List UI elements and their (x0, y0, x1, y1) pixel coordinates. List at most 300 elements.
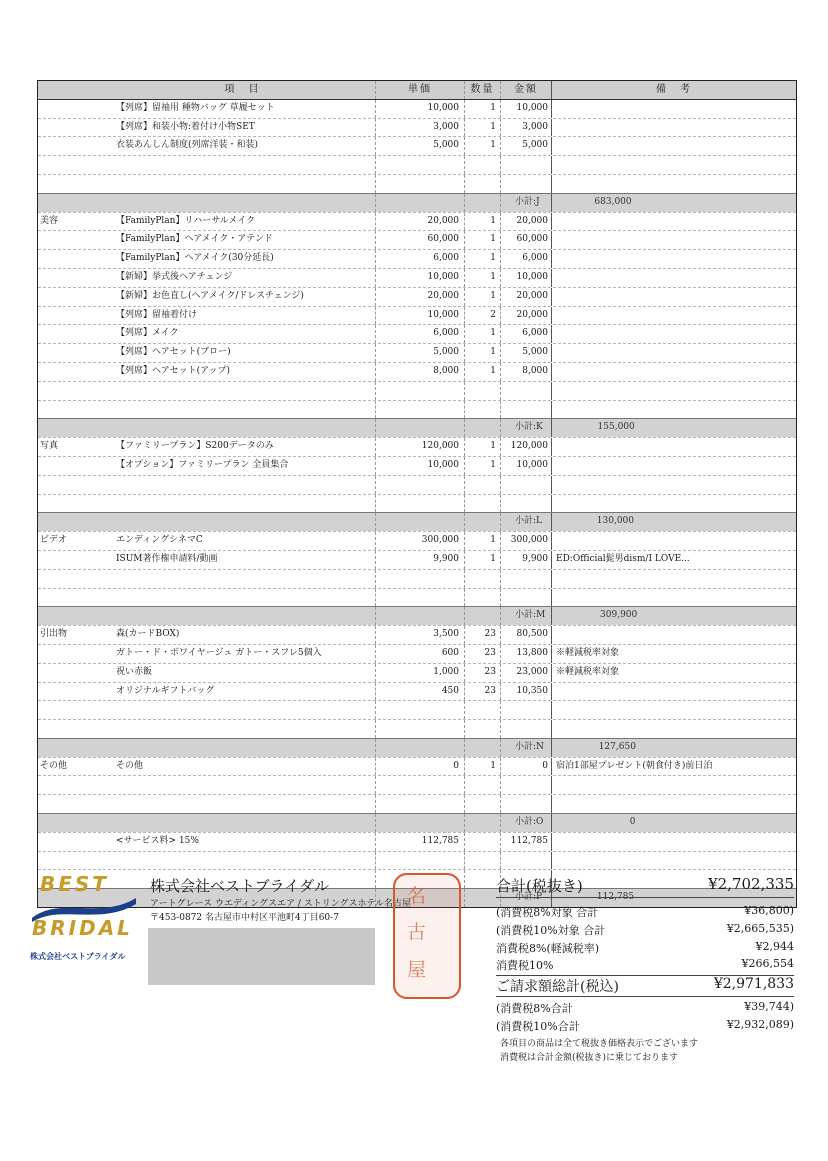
qty-cell: 1 (465, 551, 501, 569)
subtotal-value: 683,000 (594, 196, 632, 207)
table-row (38, 343, 796, 362)
qty-cell (465, 401, 501, 419)
price-cell (376, 570, 465, 588)
amount-cell: 8,000 (501, 363, 552, 381)
logo-caption: 株式会社ベストブライダル (30, 952, 126, 961)
price-cell: 450 (376, 683, 465, 701)
price-cell: 300,000 (376, 532, 465, 550)
price-cell (376, 776, 465, 794)
note-cell (552, 570, 796, 588)
tax10-label: 消費税10% (496, 959, 554, 972)
header-qty: 数量 (465, 81, 501, 99)
table-row (38, 832, 796, 851)
qty-cell (465, 833, 501, 851)
tax10-total-row (496, 1018, 794, 1035)
qty-cell: 1 (465, 100, 501, 118)
category-cell (38, 683, 110, 701)
category-cell (38, 175, 110, 193)
qty-cell: 1 (465, 758, 501, 776)
item-cell: エンディングシネマC (110, 532, 376, 550)
category-cell (38, 852, 110, 870)
note-cell (552, 250, 796, 268)
subtotal-value: 112,785 (596, 892, 635, 903)
blank-row (38, 174, 796, 193)
item-cell: 【列席】メイク (110, 325, 376, 343)
item-cell (110, 401, 376, 419)
price-cell (376, 720, 465, 738)
price-cell (376, 419, 465, 437)
note-cell (552, 852, 796, 870)
item-cell: 【列席】和装小物:着付け小物SET (110, 119, 376, 137)
note-cell (552, 720, 796, 738)
item-cell (110, 382, 376, 400)
note-cell (552, 119, 796, 137)
qty-cell: 1 (465, 137, 501, 155)
note-cell (552, 683, 796, 701)
amount-cell: 10,000 (501, 457, 552, 475)
amount-cell: 80,500 (501, 626, 552, 644)
note-cell (552, 213, 796, 231)
blank-row (38, 381, 796, 400)
tax8-base-value: ¥36,800) (744, 904, 794, 917)
note-cell (552, 833, 796, 851)
subtotal-value: 155,000 (597, 422, 635, 433)
price-cell: 10,000 (376, 457, 465, 475)
category-cell (38, 645, 110, 663)
category-cell: 写真 (40, 441, 59, 452)
item-cell (110, 476, 376, 494)
price-cell: 3,000 (376, 119, 465, 137)
company-address: 〒453-0872 名古屋市中村区平池町4丁目60-7 (150, 913, 339, 923)
price-cell (376, 495, 465, 513)
item-cell: 【ファミリープラン】S200データのみ (110, 438, 376, 456)
note-cell (552, 626, 796, 644)
subtotal-value: ¥2,702,335 (708, 875, 794, 893)
item-cell: ISUM著作権申請料/動画 (110, 551, 376, 569)
qty-cell: 23 (465, 664, 501, 682)
tax10-base-value: ¥2,665,535) (726, 922, 794, 935)
qty-cell (465, 513, 501, 531)
category-cell (38, 119, 110, 137)
price-cell: 6,000 (376, 325, 465, 343)
qty-cell (465, 495, 501, 513)
category-cell: 引出物 (40, 629, 68, 640)
blank-row (38, 851, 796, 870)
table-row (38, 136, 796, 155)
table-row (38, 644, 796, 663)
qty-cell (465, 156, 501, 174)
subtotal-text (515, 194, 632, 212)
note-cell (552, 382, 796, 400)
item-cell (110, 720, 376, 738)
qty-cell (465, 607, 501, 625)
header-price: 単価 (376, 81, 465, 99)
category-cell (38, 269, 110, 287)
category-cell (38, 795, 110, 813)
category-cell (38, 344, 110, 362)
blank-row (38, 475, 796, 494)
price-cell (376, 795, 465, 813)
subtotal-label: 小計:P (515, 892, 543, 903)
amount-cell: 20,000 (501, 213, 552, 231)
tax10-base-label: (消費税10%対象 合計 (496, 924, 606, 937)
category-cell (38, 100, 110, 118)
table-row (38, 362, 796, 381)
subtotal-label: 合計(税抜き) (496, 877, 583, 895)
qty-cell (465, 175, 501, 193)
subtotal-label: 小計:O (515, 817, 544, 828)
qty-cell (465, 776, 501, 794)
amount-cell: 6,000 (501, 325, 552, 343)
price-cell: 10,000 (376, 100, 465, 118)
amount-cell: 5,000 (501, 137, 552, 155)
blank-row (38, 700, 796, 719)
amount-cell: 6,000 (501, 250, 552, 268)
category-cell (38, 776, 110, 794)
amount-cell: 20,000 (501, 288, 552, 306)
tax8-base-row (496, 904, 794, 921)
subtotal-label: 小計:L (515, 516, 543, 527)
header-note: 備 考 (656, 84, 692, 95)
category-cell (38, 194, 110, 212)
qty-cell (465, 701, 501, 719)
table-row (38, 287, 796, 306)
category-cell (38, 137, 110, 155)
amount-cell (501, 852, 552, 870)
amount-cell: 0 (501, 758, 552, 776)
qty-cell: 1 (465, 438, 501, 456)
table-row (38, 212, 796, 231)
item-cell: 【新婦】挙式後ヘアチェンジ (110, 269, 376, 287)
category-cell (38, 419, 110, 437)
tax10-row (496, 957, 794, 974)
company-name: 株式会社ベストブライダル (150, 877, 330, 895)
note-cell (552, 363, 796, 381)
tax8-total-label: (消費税8%合計 (496, 1002, 573, 1015)
blank-row (38, 400, 796, 419)
table-row (38, 663, 796, 682)
item-cell: 【オプション】ファミリープラン 全員集合 (110, 457, 376, 475)
note-cell (552, 401, 796, 419)
qty-cell: 1 (465, 288, 501, 306)
category-cell (38, 231, 110, 249)
category-cell (38, 307, 110, 325)
note-cell (552, 175, 796, 193)
subtotal-row (38, 418, 796, 437)
amount-cell: 20,000 (501, 307, 552, 325)
qty-cell: 1 (465, 532, 501, 550)
tax8-base-label: (消費税8%対象 合計 (496, 906, 599, 919)
item-cell (110, 776, 376, 794)
item-cell (110, 156, 376, 174)
note-cell (552, 100, 796, 118)
price-cell: 8,000 (376, 363, 465, 381)
subtotal-value: 130,000 (596, 516, 635, 527)
subtotal-label: 小計:K (515, 422, 543, 433)
category-cell (38, 288, 110, 306)
item-cell: 【列席】ヘアセット(アップ) (110, 363, 376, 381)
subtotal-row (38, 512, 796, 531)
amount-cell: 5,000 (501, 344, 552, 362)
qty-cell (465, 720, 501, 738)
category-cell (38, 664, 110, 682)
subtotal-row (38, 738, 796, 757)
qty-cell (465, 194, 501, 212)
amount-cell: 112,785 (501, 833, 552, 851)
note-cell (552, 495, 796, 513)
note-cell (552, 589, 796, 607)
category-cell (38, 551, 110, 569)
invoice-table (37, 80, 797, 908)
item-cell: <サービス料> 15% (110, 833, 376, 851)
note-cell: ※軽減税率対象 (556, 666, 620, 677)
table-row (38, 249, 796, 268)
qty-cell: 1 (465, 344, 501, 362)
subtotal-row (38, 606, 796, 625)
price-cell: 10,000 (376, 307, 465, 325)
item-cell (110, 814, 376, 832)
subtotal-row (38, 193, 796, 212)
price-cell: 9,900 (376, 551, 465, 569)
subtotal-row (496, 875, 794, 898)
note-cell (552, 269, 796, 287)
category-cell (38, 720, 110, 738)
item-cell (110, 607, 376, 625)
subtotal-label: 小計:N (515, 741, 544, 752)
price-cell (376, 382, 465, 400)
item-cell: 衣装あんしん制度(列席洋装・和装) (110, 137, 376, 155)
item-cell: 【FamilyPlan】リハーサルメイク (110, 213, 376, 231)
amount-cell (501, 401, 552, 419)
table-header (38, 81, 796, 100)
item-cell: オリジナルギフトバッグ (110, 683, 376, 701)
price-cell: 20,000 (376, 213, 465, 231)
note-cell (552, 156, 796, 174)
table-row (38, 456, 796, 475)
venue-name: アートグレース ウエディングスエア / ストリングスホテル名古屋 (150, 899, 412, 909)
subtotal-value: 309,900 (600, 610, 638, 621)
category-cell (38, 250, 110, 268)
item-cell (110, 194, 376, 212)
item-cell (110, 419, 376, 437)
subtotal-value: 0 (629, 817, 636, 828)
seal-char: 名 (407, 885, 427, 907)
amount-cell (501, 720, 552, 738)
price-cell: 60,000 (376, 231, 465, 249)
amount-cell (501, 382, 552, 400)
company-seal-stamp (393, 873, 461, 999)
category-cell (38, 382, 110, 400)
table-row (38, 324, 796, 343)
redacted-block (148, 928, 375, 985)
note-cell: ED:Official髭男dism/I LOVE... (556, 553, 690, 564)
price-cell (376, 589, 465, 607)
blank-row (38, 588, 796, 607)
note-cell (552, 795, 796, 813)
price-cell (376, 739, 465, 757)
table-row (38, 682, 796, 701)
header-amount: 金額 (501, 81, 552, 99)
grand-total-value: ¥2,971,833 (713, 976, 794, 992)
tax8-value: ¥2,944 (755, 940, 794, 953)
note-cell (552, 701, 796, 719)
qty-cell (465, 476, 501, 494)
amount-cell (501, 589, 552, 607)
table-row (38, 550, 796, 569)
logo-word-bottom: BRIDAL (32, 916, 133, 940)
note-cell (552, 231, 796, 249)
amount-cell: 13,800 (501, 645, 552, 663)
amount-cell: 9,900 (501, 551, 552, 569)
tax10-value: ¥266,554 (741, 957, 794, 970)
item-cell: 【新婦】お色直し(ヘアメイク/ドレスチェンジ) (110, 288, 376, 306)
subtotal-text (515, 814, 635, 832)
amount-cell: 10,350 (501, 683, 552, 701)
price-cell: 600 (376, 645, 465, 663)
subtotal-text (515, 739, 636, 757)
qty-cell: 1 (465, 363, 501, 381)
table-row (38, 100, 796, 118)
category-cell: ビデオ (40, 535, 67, 546)
qty-cell: 1 (465, 231, 501, 249)
amount-cell: 23,000 (501, 664, 552, 682)
amount-cell: 3,000 (501, 119, 552, 137)
category-cell: その他 (40, 760, 68, 771)
blank-row (38, 719, 796, 738)
blank-row (38, 155, 796, 174)
amount-cell (501, 175, 552, 193)
subtotal-text (515, 513, 634, 531)
category-cell (38, 570, 110, 588)
company-logo (30, 870, 138, 962)
note-cell (552, 776, 796, 794)
item-cell: 【FamilyPlan】ヘアメイク(30分延長) (110, 250, 376, 268)
price-cell (376, 476, 465, 494)
blank-row (38, 794, 796, 813)
table-row (38, 625, 796, 644)
table-row (38, 531, 796, 550)
qty-cell (465, 739, 501, 757)
seal-char: 屋 (407, 959, 427, 981)
note-cell: 宿泊1部屋プレゼント(朝食付き)前日泊 (556, 760, 713, 771)
qty-cell: 23 (465, 626, 501, 644)
price-cell: 10,000 (376, 269, 465, 287)
amount-cell (501, 776, 552, 794)
category-cell (38, 495, 110, 513)
amount-cell (501, 701, 552, 719)
tax10-base-row (496, 922, 794, 939)
table-row (38, 757, 796, 776)
item-cell (110, 852, 376, 870)
tax8-total-row (496, 1000, 794, 1017)
amount-cell (501, 795, 552, 813)
price-cell: 6,000 (376, 250, 465, 268)
note-cell (552, 288, 796, 306)
amount-cell (501, 570, 552, 588)
category-cell: 美容 (40, 215, 59, 226)
item-cell (110, 795, 376, 813)
note-cell (552, 307, 796, 325)
note-cell: ※軽減税率対象 (556, 647, 620, 658)
category-cell (38, 156, 110, 174)
category-cell (38, 607, 110, 625)
qty-cell: 1 (465, 457, 501, 475)
qty-cell: 1 (465, 269, 501, 287)
qty-cell: 23 (465, 645, 501, 663)
item-cell: 祝い赤飯 (110, 664, 376, 682)
qty-cell: 1 (465, 325, 501, 343)
qty-cell: 2 (465, 307, 501, 325)
grand-total-label: ご請求額総計(税込) (496, 979, 619, 995)
blank-row (38, 775, 796, 794)
category-cell (38, 457, 110, 475)
amount-cell: 10,000 (501, 269, 552, 287)
item-cell (110, 701, 376, 719)
item-cell: ガトー・ド・ボワイヤージュ ガトー・スフレ5個入 (110, 645, 376, 663)
item-cell: 【列席】留袖着付け (110, 307, 376, 325)
header-item: 項 目 (110, 81, 376, 99)
subtotal-text (515, 607, 637, 625)
tax10-total-value: ¥2,932,089) (726, 1018, 794, 1031)
category-cell (38, 401, 110, 419)
price-cell (376, 701, 465, 719)
qty-cell (465, 382, 501, 400)
item-cell (110, 589, 376, 607)
amount-cell: 10,000 (501, 100, 552, 118)
price-cell (376, 852, 465, 870)
price-cell: 112,785 (376, 833, 465, 851)
item-cell: 【列席】ヘアセット(ブロー) (110, 344, 376, 362)
item-cell (110, 570, 376, 588)
price-cell (376, 175, 465, 193)
subtotal-text (515, 419, 635, 437)
note-cell (552, 476, 796, 494)
amount-cell: 300,000 (501, 532, 552, 550)
item-cell (110, 495, 376, 513)
price-cell: 0 (376, 758, 465, 776)
table-row (38, 437, 796, 456)
seal-char: 古 (407, 921, 427, 943)
price-cell: 20,000 (376, 288, 465, 306)
item-cell (110, 739, 376, 757)
subtotal-label: 小計:J (515, 196, 540, 207)
amount-cell (501, 476, 552, 494)
qty-cell (465, 814, 501, 832)
table-body (38, 100, 796, 907)
qty-cell (465, 795, 501, 813)
tax8-total-value: ¥39,744) (744, 1000, 794, 1013)
note-cell (552, 325, 796, 343)
blank-row (38, 569, 796, 588)
blank-row (38, 494, 796, 513)
amount-cell: 60,000 (501, 231, 552, 249)
amount-cell (501, 495, 552, 513)
item-cell (110, 513, 376, 531)
category-cell (38, 739, 110, 757)
price-cell (376, 814, 465, 832)
qty-cell (465, 570, 501, 588)
note-cell (552, 438, 796, 456)
category-cell (38, 701, 110, 719)
category-cell (38, 513, 110, 531)
tax8-row (496, 940, 794, 957)
subtotal-row (38, 813, 796, 832)
price-cell (376, 156, 465, 174)
tax-note-2: 消費税は合計金額(税抜き)に乗じております (500, 1053, 679, 1063)
price-cell (376, 607, 465, 625)
item-cell: 森(カードBOX) (110, 626, 376, 644)
qty-cell (465, 852, 501, 870)
